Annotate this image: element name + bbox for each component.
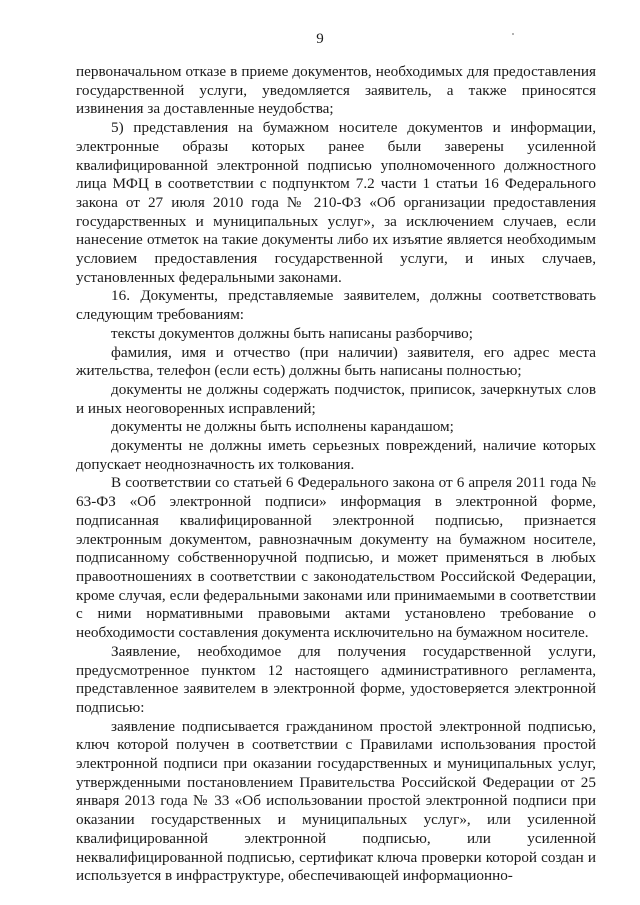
- page-number: 9: [316, 31, 324, 47]
- paragraph-electronic-signature-law: В соответствии со статьей 6 Федерального закона от 6 апреля 2011 года № 63-ФЗ «Об электронной подписи» информация в электронной форме, подписанная квалифицированной электронной подписью, признается электронным документом, равнозначным документу на бумажном носителе, подписанному собственноручной подписью, и может применяться в любых правоотношениях в соответствии с законодательством Российской Федерации, кроме случая, если федеральными законами или принимаемыми в соответствии с ними нормативными правовыми актами установлено требование о необходимости составления документа исключительно на бумажном носителе.: [76, 474, 596, 642]
- document-body: [76, 63, 596, 886]
- paragraph-requirement-no-erasures: документы не должны содержать подчисток, приписок, зачеркнутых слов и иных неоговоренных исправлений;: [76, 380, 596, 417]
- paragraph-simple-signature: заявление подписывается гражданином простой электронной подписью, ключ которой получен в соответствии с Правилами использования простой электронной подписи при оказании государственных и муниципальных услуг, утвержденными постановлением Правительства Российской Федерации от 25 января 2013 года № 33 «Об использовании простой электронной подписи при оказании государственных и муниципальных услуг», или усиленной квалифицированной электронной подписью, или усиленной неквалифицированной подписью, сертификат ключа проверки которой создан и используется в инфраструктуре, обеспечивающей информационно-: [76, 717, 596, 885]
- paragraph-requirement-full-name: фамилия, имя и отчество (при наличии) заявителя, его адрес места жительства, телефон (если есть) должны быть написаны полностью;: [76, 343, 596, 380]
- paragraph-requirement-no-damage: документы не должны иметь серьезных повреждений, наличие которых допускает неоднозначность их толкования.: [76, 437, 596, 473]
- paragraph-rejection-apology: первоначальном отказе в приеме документов, необходимых для предоставления государственной услуги, уведомляется заявитель, а также приносятся извинения за доставленные неудобства;: [76, 63, 596, 118]
- paragraph-item-5-paper-documents: 5) представления на бумажном носителе документов и информации, электронные образы которых ранее были заверены усиленной квалифицированной электронной подписью уполномоченного должностного лица МФЦ в соответствии с подпунктом 7.2 части 1 статьи 16 Федерального закона от 27 июля 2010 года № 210-ФЗ «Об организации предоставления государственных и муниципальных услуг», за исключением случаев, если нанесение отметок на такие документы либо их изъятие является необходимым условием предоставления государственной услуги, и иных случаев, установленных федеральными законами.: [76, 119, 596, 286]
- paragraph-requirement-legible: тексты документов должны быть написаны разборчиво;: [111, 324, 473, 342]
- paragraph-section-16-requirements: 16. Документы, представляемые заявителем, должны соответствовать следующим требованиям:: [76, 287, 596, 324]
- paragraph-requirement-no-pencil: документы не должны быть исполнены карандашом;: [111, 418, 454, 436]
- paragraph-application-signature: Заявление, необходимое для получения государственной услуги, предусмотренное пунктом 12 настоящего административного регламента, представленное заявителем в электронной форме, удостоверяется электронной подписью:: [76, 642, 596, 716]
- scan-speck: [512, 33, 514, 35]
